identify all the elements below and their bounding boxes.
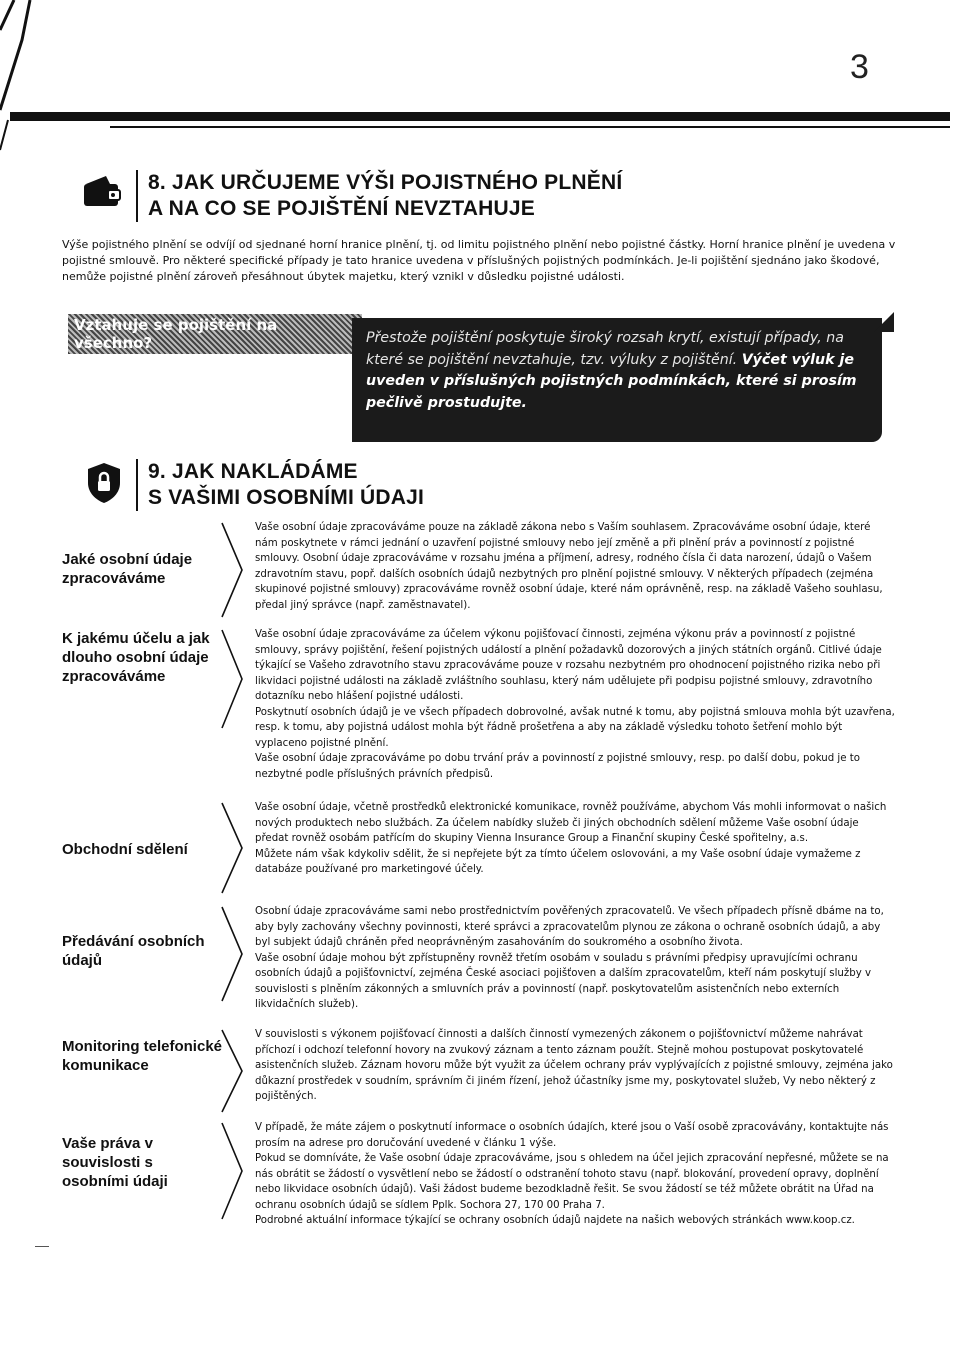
section-8-title: [148, 170, 622, 222]
chevron-right-icon: [220, 1029, 244, 1113]
section-8-rule: [136, 170, 138, 222]
row-paragraph: Poskytnutí osobních údajů je ve všech případech dobrovolné, avšak nutné k tomu, aby pojistná smlouva mohla být uzavřena, resp. k tomu, aby pojistná událost mohla být řádně prošetřena a aby na základě výsledku tohoto šetření mohlo být vyplaceno pojistné plnění.: [255, 706, 895, 749]
row-paragraph: Vaše osobní údaje zpracováváme za účelem výkonu pojišťovací činnosti, zejména výkonu práv a povinností z pojistné smlouvy, správy pojištění, řešení pojistných událostí a plnění požadavků dozorových a jiných státních orgánů. Citlivé údaje týkající se Vašeho zdravotního stavu zpracováváme pouze v rozsahu nezbytném pro ohodnocení pojistného rizika nebo při likvidaci pojistné události na základě zvláštního souhlasu, který nám udělujete při podpisu pojistné smlouvy, zdravotního dotazníku nebo hlášení pojistné události.: [255, 629, 882, 702]
row-paragraph: Vaše osobní údaje mohou být zpřístupněny rovněž třetím osobám v souladu s právními předpisy upravujícími ochranu osobních údajů a pojišťovnictví, zejména České asociaci pojišťoven a dalším zpracovatelům, kteří nám poskytují služby v souvislosti s plněním zákonných a smluvních práv a povinností (např. poskytovatelům asistenčních nebo externích likvidačních služeb).: [255, 952, 871, 1010]
row-your-rights: [62, 1120, 892, 1235]
row-data-processed: [62, 520, 892, 620]
row-label-phone-monitoring: Monitoring telefonické komunikace: [62, 1038, 223, 1074]
exclusions-callout-box: [352, 318, 882, 442]
row-paragraph: V případě, že máte zájem o poskytnutí informace o osobních údajích, které jsou o Vaší osobě zpracovávány, kontaktujte nás prosím na adrese pro doručování uvedené v článku 1 výše.: [255, 1122, 889, 1149]
row-text-commercial: [255, 800, 895, 878]
row-commercial: [62, 800, 892, 895]
section-8-header: [80, 170, 622, 222]
row-label-transfer: Předávání osobních údajů: [62, 933, 205, 969]
row-paragraph: Podrobné aktuální informace týkající se ochrany osobních údajů najdete na našich webových stránkách www.koop.cz.: [255, 1215, 855, 1226]
row-text-data-processed: [255, 520, 895, 613]
row-label-your-rights: Vaše práva v souvislosti s osobními údaji: [62, 1135, 168, 1190]
row-paragraph: Pokud se domníváte, že Vaše osobní údaje zpracováváme, jsou s ohledem na účel jejich zpracování nepřesné, můžete se na nás obrátit se žádostí o vysvětlení nebo se žádostí o odstranění tohoto stavu (např. blokování, provedení opravy, doplnění nebo likvidace osobních údajů). Vaši žádost budeme bezodkladně řešit. Se svou žádostí se též můžete obrátit na Úřad na ochranu osobních údajů se sídlem Pplk. Sochora 27, 170 00 Praha 7.: [255, 1153, 889, 1211]
section-8-title-line-1: 8. JAK URČUJEME VÝŠI POJISTNÉHO PLNĚNÍ: [148, 171, 623, 194]
row-text-phone-monitoring: [255, 1027, 895, 1105]
row-paragraph: Vaše osobní údaje zpracováváme po dobu trvání práv a povinností z pojistné smlouvy, resp. po další dobu, pokud je to nezbytné podle příslušných právních předpisů.: [255, 753, 861, 780]
top-divider-bar: [10, 112, 950, 121]
chevron-right-icon: [220, 1122, 244, 1220]
exclusions-stamp: [62, 312, 362, 370]
row-transfer: [62, 904, 892, 1014]
row-purpose-duration: [62, 627, 895, 787]
section-9-title: [148, 459, 424, 511]
row-paragraph: Vaše osobní údaje zpracováváme pouze na základě zákona nebo s Vaším souhlasem. Zpracováváme osobní údaje, které nám poskytnete v rámci jednání o uzavření pojistné smlouvy nebo její změně a při plnění práv a povinností z pojistné smlouvy. Osobní údaje zpracováváme v rozsahu jména a příjmení, adresy, rodného čísla či data narození, údajů o Vašem zdravotním stavu, popř. dalších osobních údajů nezbytných pro plnění pojistné smlouvy. V některých případech (zejména skupinové pojistné smlouvy) zpracováváme rovněž osobní údaje, které nám oprávněně, resp. na základě Vašeho souhlasu, předal jiný správce (např. zaměstnavatel).: [255, 522, 883, 611]
row-text-transfer: [255, 904, 895, 1013]
row-label-commercial: Obchodní sdělení: [62, 841, 188, 858]
section-9-title-line-1: 9. JAK NAKLÁDÁME: [148, 460, 358, 483]
exclusions-callout-emphasis: Výčet výluk je uveden v příslušných pojistných podmínkách, které si prosím pečlivě prostudujte.: [366, 351, 857, 411]
row-label-purpose-duration: K jakému účelu a jak dlouho osobní údaje zpracováváme: [62, 630, 210, 685]
scan-edge-mark: [0, 0, 60, 190]
callout-corner-icon: [874, 312, 894, 332]
row-text-your-rights: [255, 1120, 895, 1229]
section-8-intro: Výše pojistného plnění se odvíjí od sjednané horní hranice plnění, tj. od limitu pojistného plnění nebo pojistné částky. Horní hranice plnění je uvedena v pojistné smlouvě. Pro některé specifické případy je tato hranice uvedena v příslušných pojistných podmínkách. Je-li pojištění sjednáno jako škodové, nemůže pojistné plnění zároveň přesáhnout úbytek majetku, který vznikl v důsledku pojistné události.: [62, 238, 896, 283]
chevron-right-icon: [220, 906, 244, 1002]
chevron-right-icon: [220, 802, 244, 894]
shield-lock-icon: [80, 459, 128, 507]
exclusions-stamp-text: Vztahuje se pojištění na všechno?: [68, 314, 362, 354]
section-9-rule: [136, 459, 138, 511]
page-number: 3: [850, 48, 869, 86]
row-label-data-processed: Jaké osobní údaje zpracováváme: [62, 551, 193, 587]
wallet-icon: [80, 170, 128, 218]
chevron-right-icon: [220, 629, 244, 729]
chevron-right-icon: [220, 522, 244, 618]
row-paragraph: V souvislosti s výkonem pojišťovací činnosti a dalších činností vymezených zákonem o pojišťovnictví můžeme nahrávat příchozí i odchozí telefonní hovory na zvukový záznam a tento záznam použít. Stejně mohou postupovat poskytovatelé asistenčních služeb. Záznam hovoru může být využit za účelem ochrany práv vyplývajících z pojistné smlouvy, zejména jako důkazní prostředek v soudním, správním či jiném řízení, jehož účastníky jsme my, poskytovatel služeb, Vy nebo některý z pojištěných.: [255, 1029, 893, 1102]
section-8-title-line-2: A NA CO SE POJIŠTĚNÍ NEVZTAHUJE: [148, 197, 535, 220]
exclusions-callout-text: Přestože pojištění poskytuje široký rozsah krytí, existují případy, na které se pojištění nevztahuje, tzv. výluky z pojištění.: [366, 330, 844, 368]
row-paragraph: Můžete nám však kdykoliv sdělit, že si nepřejete být za tímto účelem oslovováni, a my Vaše osobní údaje vymažeme z databáze používané pro marketingové účely.: [255, 848, 861, 875]
section-9-title-line-2: S VAŠIMI OSOBNÍMI ÚDAJI: [148, 486, 425, 509]
scan-mark-dash: [35, 1246, 49, 1247]
row-text-purpose-duration: [255, 627, 895, 782]
row-phone-monitoring: [62, 1027, 892, 1112]
section-9-header: [80, 459, 424, 511]
exclusions-callout: [62, 312, 892, 442]
top-divider-line: [110, 126, 950, 128]
row-paragraph: Vaše osobní údaje, včetně prostředků elektronické komunikace, rovněž používáme, abychom Vás mohli informovat o našich nových produktech nebo službách. Za účelem nabídky služeb či jiných obchodních sdělení můžeme Vaše osobní údaje předat rovněž osobám patřícím do skupiny Vienna Insurance Group a Finanční skupiny České spořitelny, a.s.: [255, 802, 887, 844]
row-paragraph: Osobní údaje zpracováváme sami nebo prostřednictvím pověřených zpracovatelů. Ve všech případech přísně dbáme na to, aby byly zachovány všechny povinnosti, které správci a zpracovatelům plynou ze zákona o ochraně osobních údajů, a aby byl subjekt údajů chráněn před neoprávněným zasahováním do soukromého a osobního života.: [255, 906, 884, 948]
